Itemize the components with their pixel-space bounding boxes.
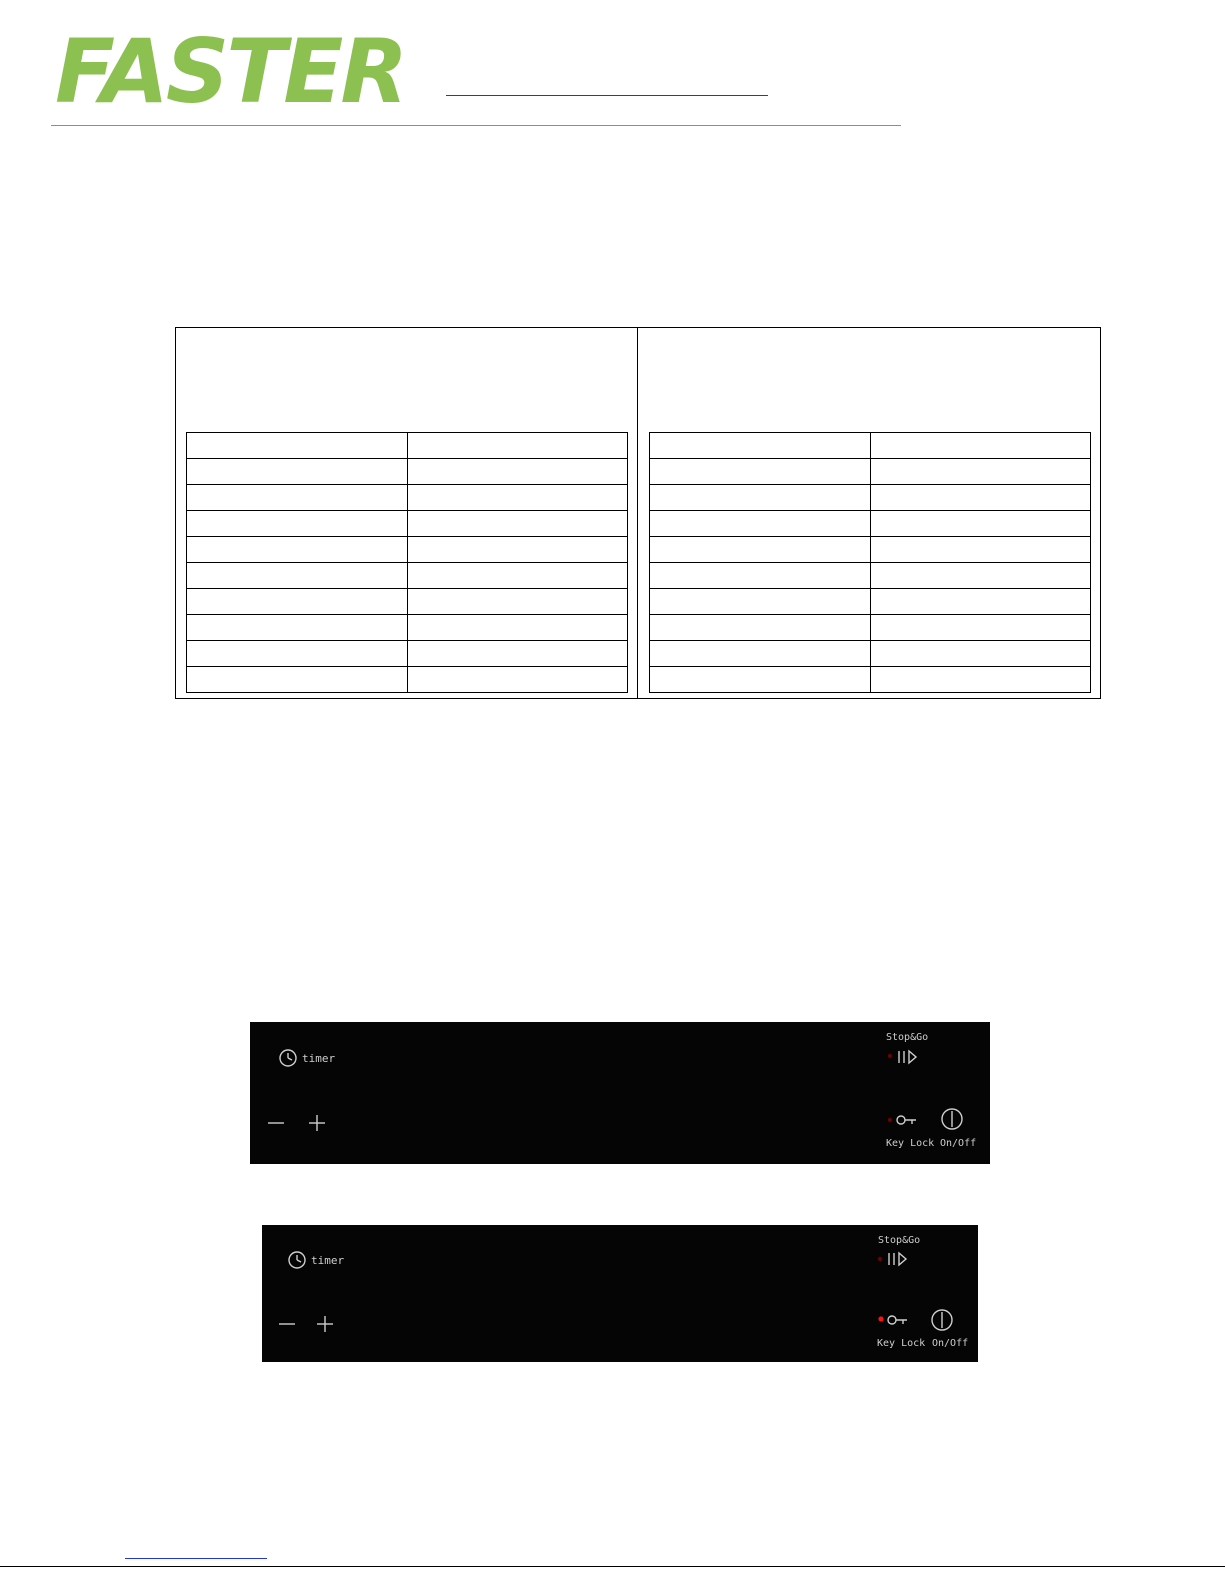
spec-table-row [650,433,1091,459]
control-panel-active [262,1225,978,1362]
spec-table-row [187,433,628,459]
spec-table-cell [650,485,871,511]
spec-table-row [650,537,1091,563]
footer-link[interactable] [125,1558,267,1559]
spec-table-row [187,589,628,615]
stop-go-indicator [888,1054,892,1058]
on-off-button[interactable] [932,1310,952,1330]
timer-icon [280,1050,296,1066]
key-lock-button[interactable] [897,1116,916,1124]
spec-table-cell [650,589,871,615]
spec-table-cell [870,459,1091,485]
spec-table-row [650,459,1091,485]
spec-table-cell [407,589,628,615]
spec-table-row [650,667,1091,693]
timer-plus-button[interactable] [309,1115,325,1131]
spec-table-left [186,432,628,693]
spec-table-cell [407,563,628,589]
spec-table-row [187,641,628,667]
spec-table-cell [187,641,408,667]
spec-table-cell [187,563,408,589]
spec-table-cell [870,615,1091,641]
spec-table-cell [187,459,408,485]
spec-table-cell [650,433,871,459]
spec-table-row [187,459,628,485]
spec-table-row [650,563,1091,589]
spec-table-cell [650,511,871,537]
spec-table-cell [187,667,408,693]
key-lock-label: Key Lock [877,1338,926,1349]
spec-table-cell [650,615,871,641]
spec-table-row [187,667,628,693]
on-off-label: On/Off [932,1338,969,1349]
spec-table-cell [650,459,871,485]
stop-go-button[interactable] [889,1253,906,1265]
key-lock-indicator [888,1118,892,1122]
spec-table-cell [870,667,1091,693]
stop-go-label: Stop&Go [878,1235,921,1246]
spec-table-cell [187,537,408,563]
spec-table-row [650,485,1091,511]
key-lock-indicator [878,1316,883,1321]
spec-table-right [649,432,1091,693]
spec-table-cell [407,615,628,641]
spec-table-row [650,641,1091,667]
spec-table-cell [187,433,408,459]
stop-go-indicator [878,1257,882,1261]
spec-table-cell [870,485,1091,511]
spec-table-row [187,537,628,563]
spec-table-row [650,615,1091,641]
spec-table-cell [407,641,628,667]
spec-table-cell [870,433,1091,459]
spec-table-cell [407,537,628,563]
spec-table-row [187,563,628,589]
spec-table-cell [407,667,628,693]
spec-table-cell [187,485,408,511]
spec-table-cell [650,563,871,589]
spec-table-cell [407,485,628,511]
header-link[interactable] [446,95,768,96]
spec-table-cell [407,511,628,537]
spec-table-row [187,615,628,641]
key-lock-button[interactable] [888,1316,907,1324]
timer-label: timer [311,1254,345,1267]
spec-table-row [187,511,628,537]
control-panel-idle [250,1022,990,1164]
spec-table-cell [870,589,1091,615]
header-rule [51,125,901,126]
spec-table-cell [870,563,1091,589]
faster-logo: FASTER [55,20,406,123]
timer-plus-button[interactable] [317,1316,333,1332]
spec-table-cell [407,459,628,485]
spec-table-cell [187,615,408,641]
stop-go-button[interactable] [899,1051,916,1063]
spec-table-row [650,589,1091,615]
spec-table-row [650,511,1091,537]
spec-table-cell [187,511,408,537]
on-off-button[interactable] [942,1109,962,1129]
stop-go-label: Stop&Go [886,1032,929,1043]
spec-table-cell [650,641,871,667]
spec-table-cell [870,511,1091,537]
footer-rule [0,1566,1225,1567]
spec-table-cell [650,667,871,693]
spec-table-cell [870,537,1091,563]
spec-table-divider [637,327,638,699]
spec-table-row [187,485,628,511]
on-off-label: On/Off [940,1138,977,1149]
spec-table-cell [187,589,408,615]
timer-label: timer [302,1052,336,1065]
spec-table-cell [870,641,1091,667]
spec-table-cell [407,433,628,459]
key-lock-label: Key Lock [886,1138,935,1149]
timer-icon [289,1252,305,1268]
spec-table-cell [650,537,871,563]
